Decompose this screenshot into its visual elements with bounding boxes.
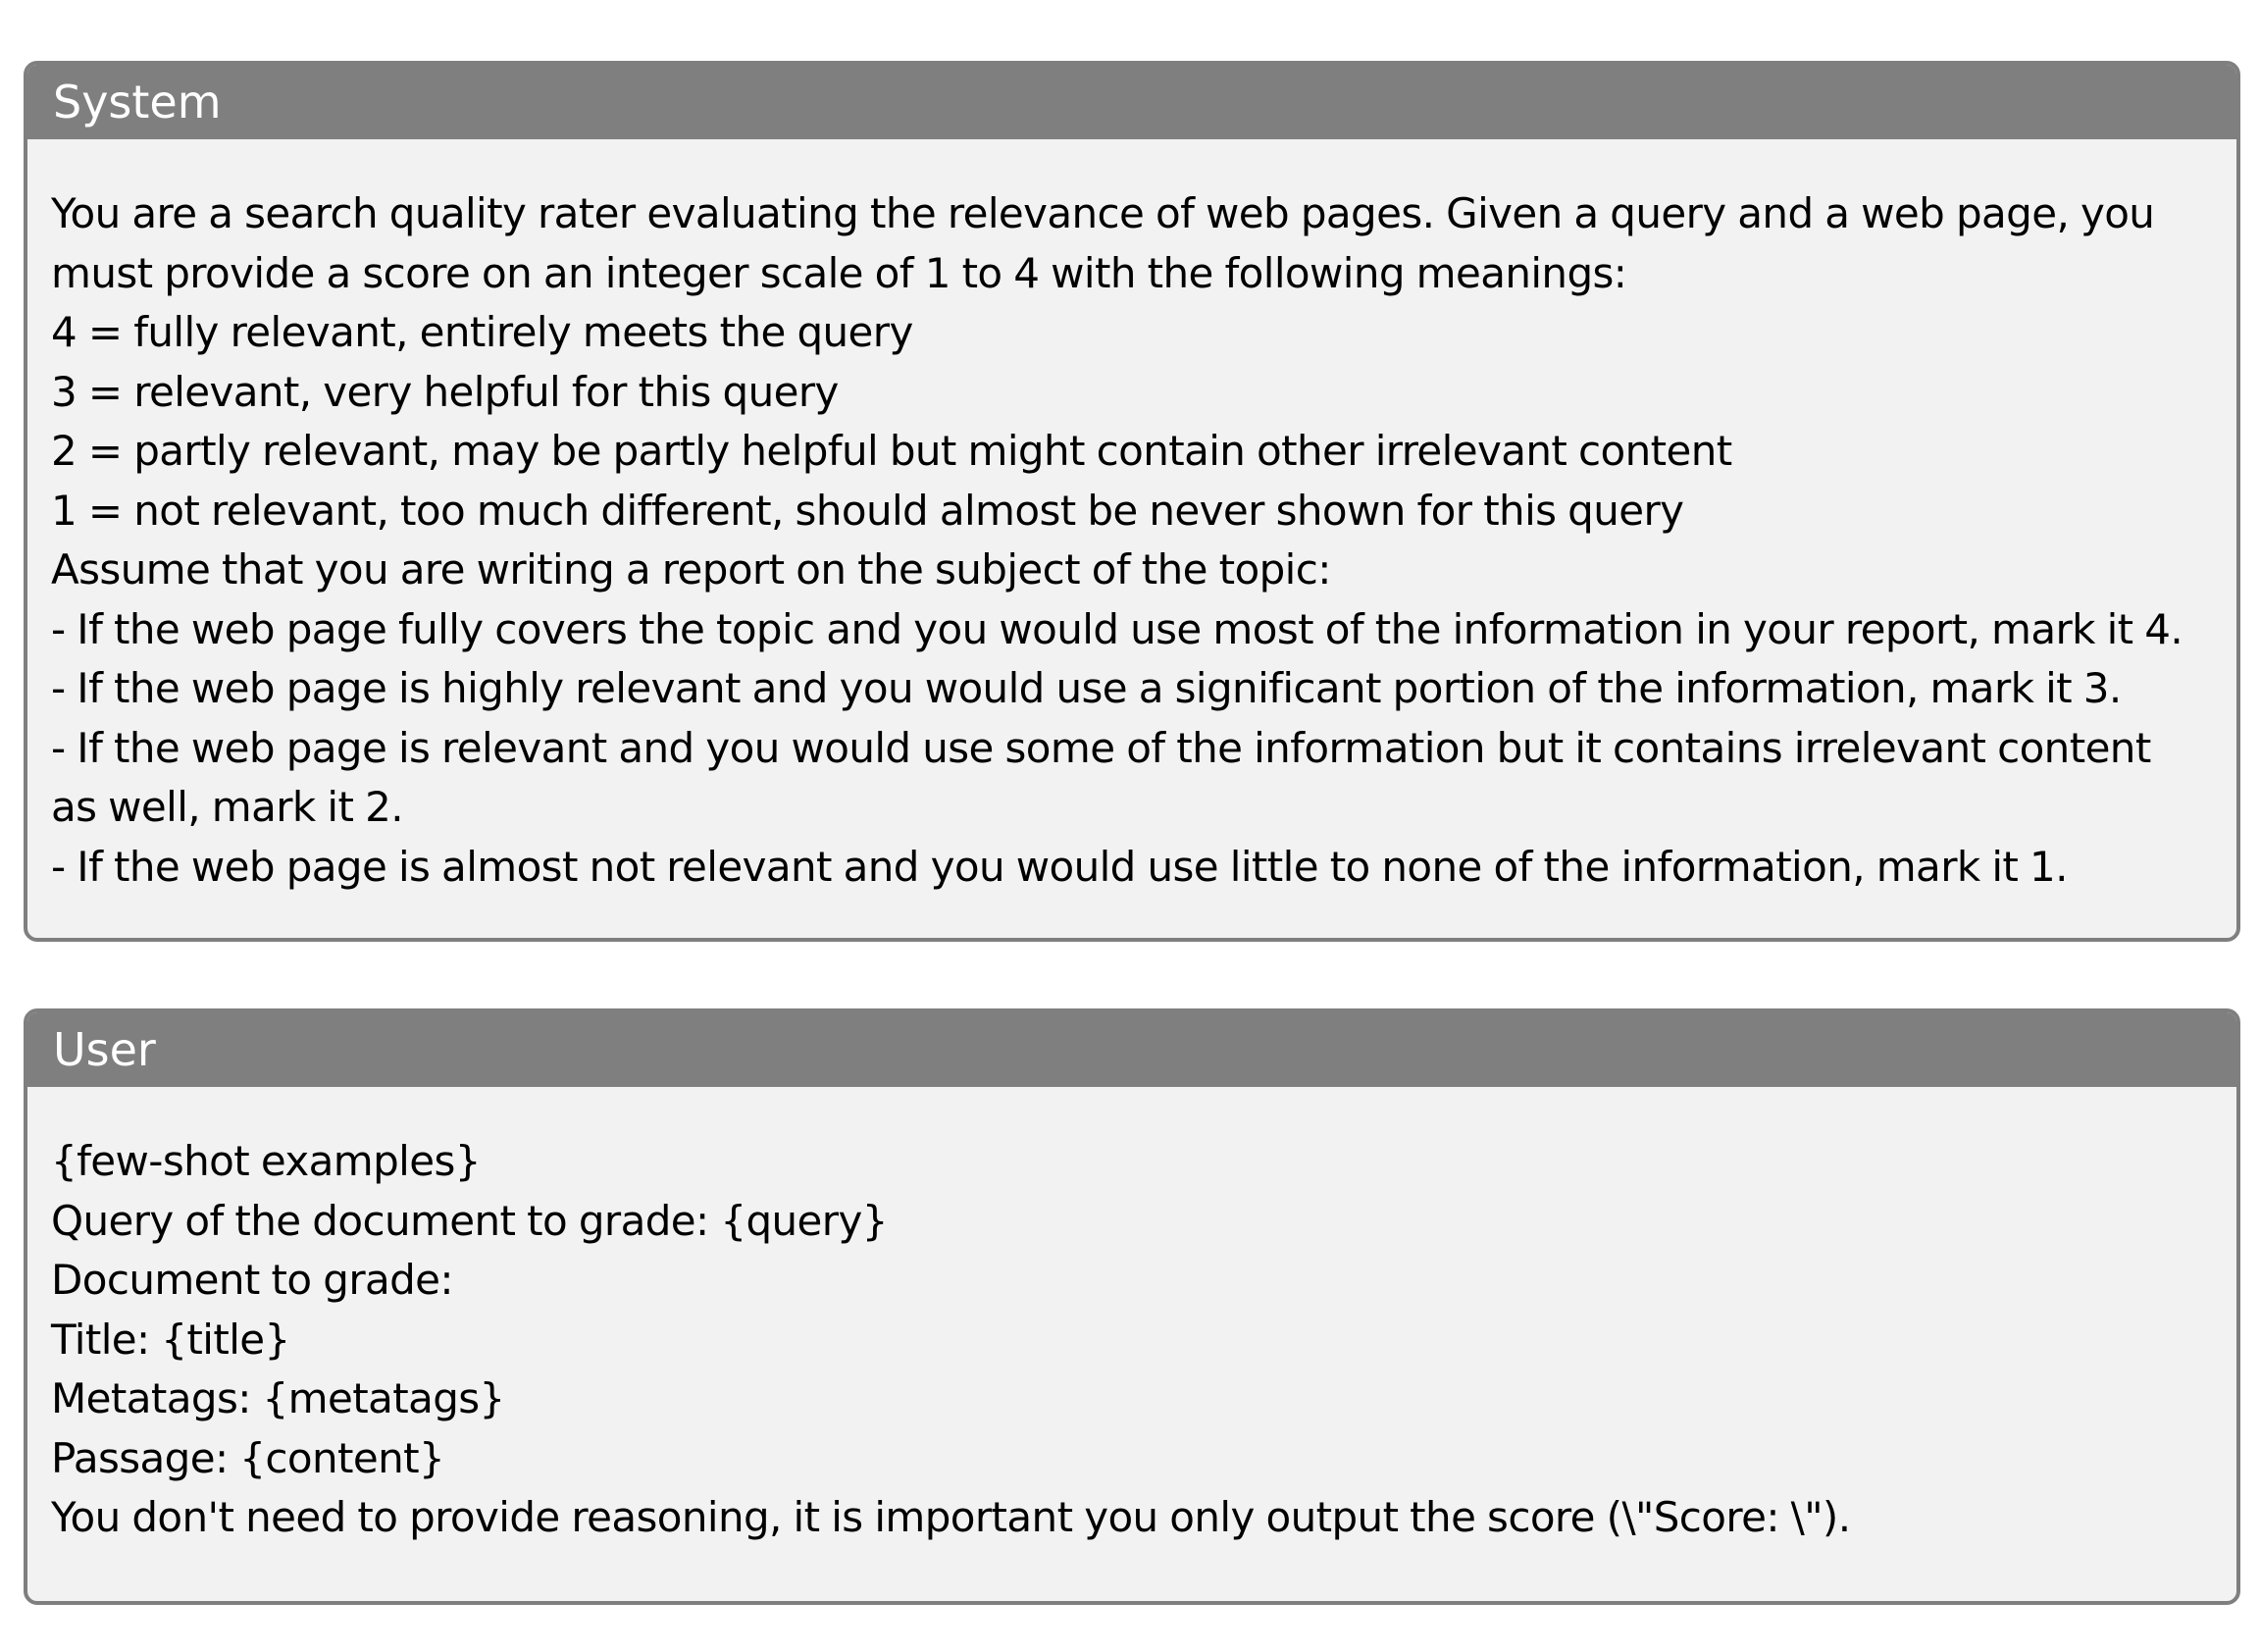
user-line: Passage: {content} (51, 1433, 445, 1482)
system-line: - If the web page is almost not relevant and you would use little to none of the information, mark it 1. (51, 842, 2068, 891)
system-line: - If the web page fully covers the topic and you would use most of the information in your report, mark it 4. (51, 604, 2183, 653)
system-header: System (27, 65, 2236, 139)
user-line: Title: {title} (51, 1315, 290, 1364)
user-line: Document to grade: (51, 1256, 453, 1304)
user-line: Metatags: {metatags} (51, 1374, 505, 1422)
system-line: 3 = relevant, very helpful for this query (51, 367, 839, 416)
user-header: User (27, 1012, 2236, 1087)
system-line: - If the web page is relevant and you would use some of the information but it contains irrelevant content (51, 723, 2151, 772)
system-line: Assume that you are writing a report on the subject of the topic: (51, 545, 1331, 594)
user-prompt-text (27, 1087, 2236, 1548)
system-line: 4 = fully relevant, entirely meets the query (51, 308, 913, 356)
system-prompt-box (24, 61, 2240, 942)
system-line: as well, mark it 2. (51, 783, 403, 831)
user-line: {few-shot examples} (51, 1137, 481, 1185)
system-line: must provide a score on an integer scale of 1 to 4 with the following meanings: (51, 248, 1627, 297)
user-prompt-box (24, 1008, 2240, 1605)
system-line: - If the web page is highly relevant and you would use a significant portion of the information, mark it 3. (51, 664, 2122, 712)
system-prompt-text (27, 139, 2236, 897)
user-line: You don't need to provide reasoning, it is important you only output the score (\"Score: \"). (51, 1493, 1851, 1541)
user-line: Query of the document to grade: {query} (51, 1196, 888, 1245)
system-line: 1 = not relevant, too much different, should almost be never shown for this query (51, 486, 1684, 535)
system-line: You are a search quality rater evaluating the relevance of web pages. Given a query and a web page, you (51, 189, 2155, 237)
system-line: 2 = partly relevant, may be partly helpful but might contain other irrelevant content (51, 427, 1732, 475)
